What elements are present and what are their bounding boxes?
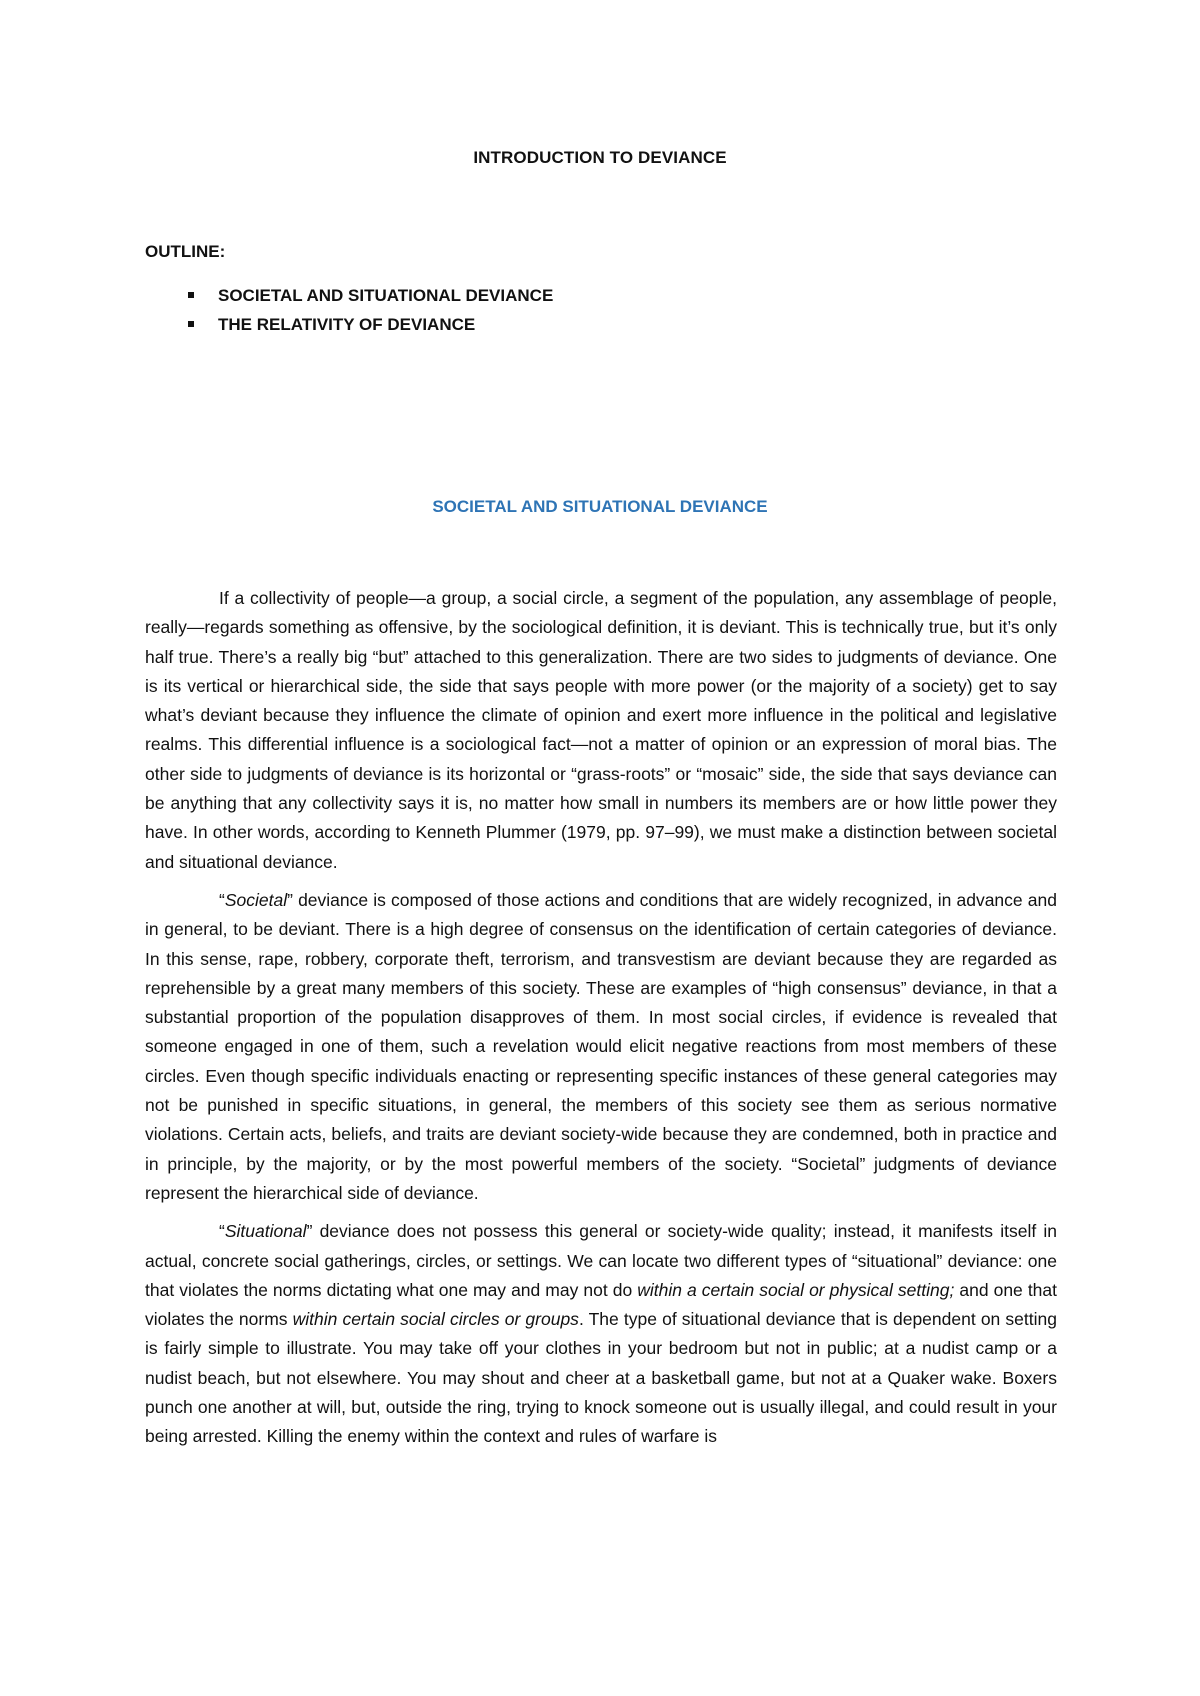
italic-phrase: within certain social circles or groups <box>292 1309 579 1330</box>
square-bullet-icon <box>188 321 194 327</box>
section-heading: SOCIETAL AND SITUATIONAL DEVIANCE <box>432 497 768 516</box>
open-quote: “ <box>219 889 225 910</box>
paragraph <box>145 1217 1057 1451</box>
outline-list <box>145 287 553 345</box>
outline-item-label: THE RELATIVITY OF DEVIANCE <box>218 315 476 334</box>
outline-item <box>145 287 553 316</box>
square-bullet-icon <box>188 292 194 298</box>
document-title: INTRODUCTION TO DEVIANCE <box>473 148 727 167</box>
paragraph-text: ” deviance is composed of those actions and conditions that are widely recognized, in advance and in general, to be deviant. There is a high degree of consensus on the identification of certain categories of deviance. In this sense, rape, robbery, corporate theft, terrorism, and transvestism are deviant because they are regarded as reprehensible by a great many members of this society. These are examples of “high consensus” deviance, in that a substantial proportion of the population disapproves of them. In most social circles, if evidence is revealed that someone engaged in one of them, such a revelation would elicit negative reactions from most members of these circles. Even though specific individuals enacting or representing specific instances of these general categories may not be punished in specific situations, in general, the members of this society see them as serious normative violations. Certain acts, beliefs, and traits are deviant society-wide because they are condemned, both in practice and in principle, by the majority, or by the most powerful members of the society. “Societal” judgments of deviance represent the hierarchical side of deviance. <box>145 889 1057 1203</box>
outline-item-label: SOCIETAL AND SITUATIONAL DEVIANCE <box>218 286 554 305</box>
paragraph-text: If a collectivity of people—a group, a social circle, a segment of the population, any assemblage of people, really—regards something as offensive, by the sociological definition, it is deviant. This is technically true, but it’s only half true. There’s a really big “but” attached to this generalization. There are two sides to judgments of deviance. One is its vertical or hierarchical side, the side that says people with more power (or the majority of a society) get to say what’s deviant because they influence the climate of opinion and exert more influence in the political and legislative realms. This differential influence is a sociological fact—not a matter of opinion or an expression of moral bias. The other side to judgments of deviance is its horizontal or “grass-roots” or “mosaic” side, the side that says deviance can be anything that any collectivity says it is, no matter how small in numbers its members are or how little power they have. In other words, according to Kenneth Plummer (1979, pp. 97–99), we must make a distinction between societal and situational deviance. <box>145 588 1057 872</box>
outline-item <box>145 316 553 345</box>
paragraph-text: ” deviance does not possess this general or society-wide quality; instead, it manifests itself in actual, concrete social gatherings, circles, or settings. We can locate two different types of “situational” deviance: one that violates the norms dictating what one may and may not do <box>145 1221 1057 1300</box>
outline-label: OUTLINE: <box>145 242 226 261</box>
paragraph <box>145 584 1057 877</box>
italic-term: Societal <box>224 889 288 910</box>
paragraph <box>145 886 1057 1208</box>
italic-phrase: within a certain social or physical setting; <box>637 1279 955 1300</box>
italic-term: Situational <box>224 1221 307 1242</box>
body-text <box>145 584 1057 1461</box>
paragraph-text: and one that violates the norms <box>145 1279 1058 1330</box>
paragraph-text: . The type of situational deviance that is dependent on setting is fairly simple to illustrate. You may take off your clothes in your bedroom but not in public; at a nudist camp or a nudist beach, but not elsewhere. You may shout and cheer at a basketball game, but not at a Quaker wake. Boxers punch one another at will, but, outside the ring, trying to knock someone out is usually illegal, and could result in your being arrested. Killing the enemy within the context and rules of warfare is <box>145 1309 1057 1447</box>
open-quote: “ <box>219 1221 225 1242</box>
